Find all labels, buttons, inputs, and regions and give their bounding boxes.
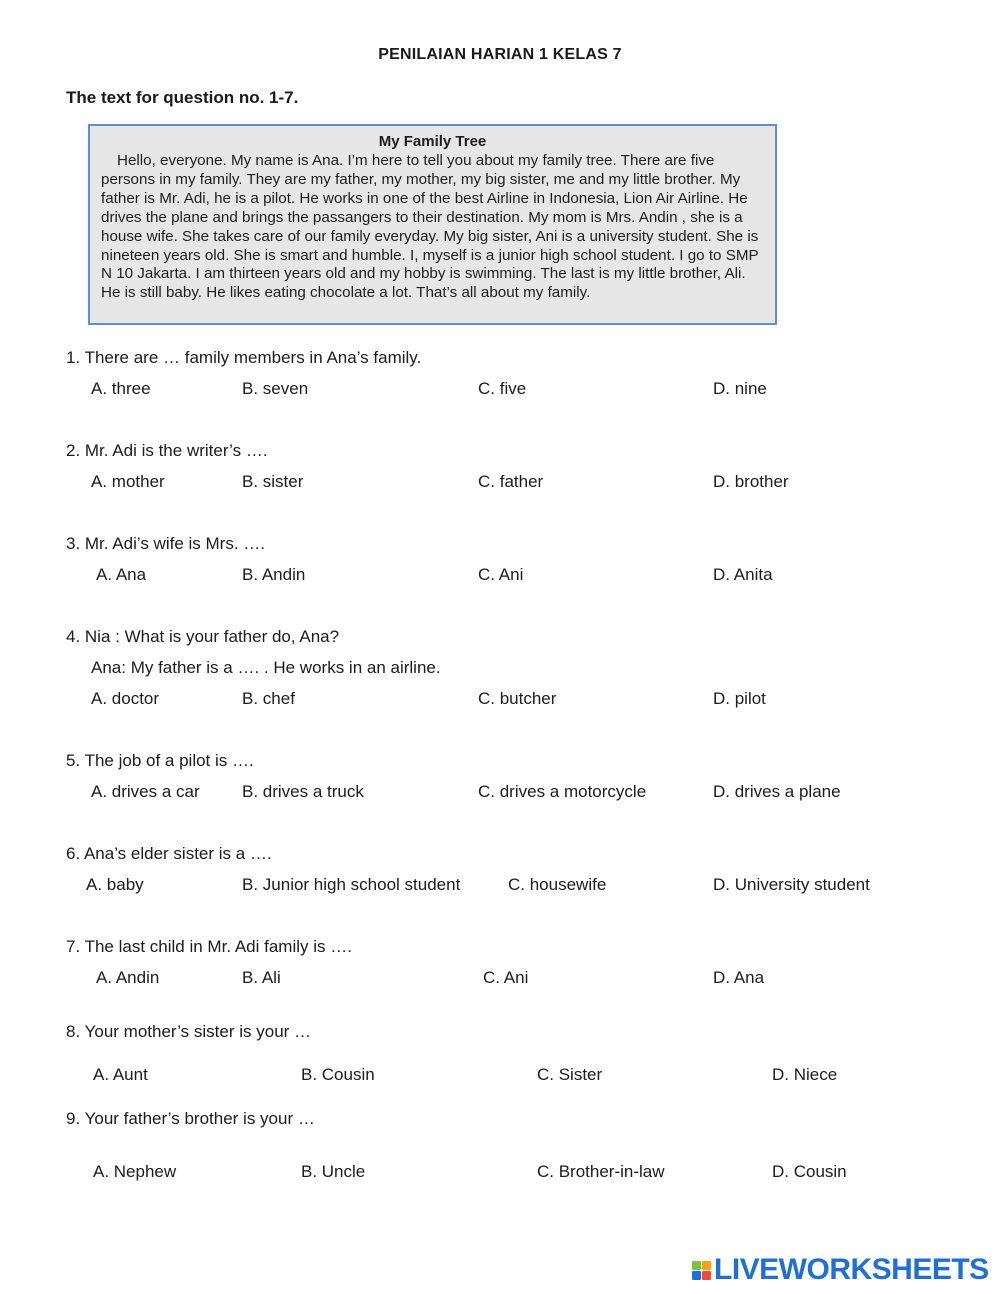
question-7-option-b[interactable]: B. Ali — [242, 968, 281, 987]
question-7-option-d[interactable]: D. Ana — [713, 968, 765, 987]
question-9-option-a[interactable]: A. Nephew — [93, 1162, 177, 1181]
question-3-option-b[interactable]: B. Andin — [242, 565, 306, 584]
liveworksheets-logo-icon — [692, 1261, 711, 1280]
question-6-option-d[interactable]: D. University student — [713, 875, 870, 894]
question-1-option-d[interactable]: D. nine — [713, 379, 767, 398]
question-4-line-2: Ana: My father is a …. . He works in an airline. — [91, 658, 441, 677]
reading-title: My Family Tree — [378, 133, 487, 150]
section-subtitle: The text for question no. 1-7. — [66, 88, 299, 107]
question-3-option-c[interactable]: C. Ani — [478, 565, 524, 584]
question-8-option-a[interactable]: A. Aunt — [93, 1065, 148, 1084]
question-2: 2. Mr. Adi is the writer’s …. — [66, 441, 268, 460]
question-6: 6. Ana’s elder sister is a …. — [66, 844, 272, 863]
question-8: 8. Your mother’s sister is your … — [66, 1022, 312, 1041]
page-title: PENILAIAN HARIAN 1 KELAS 7 — [378, 46, 622, 63]
question-3-option-a[interactable]: A. Ana — [96, 565, 147, 584]
reading-paragraph: Hello, everyone. My name is Ana. I’m here to tell you about my family tree. There are five persons in my family. They are my father, my mother, my big sister, me and my little brother. My father is Mr. Adi, he is a pilot. He works in one of the best Airline in Indonesia, Lion Air Airline. He drives the plane and brings the passangers to their destination. My mom is Mrs. Andin , she is a house wife. She takes care of our family everyday. My big sister, Ani is a university student. She is nineteen years old. She is smart and humble. I, myself is a junior high school student. I go to SMP N 10 Jakarta. I am thirteen years old and my hobby is swimming. The last is my little brother, Ali. He is still baby. He likes eating chocolate a lot. That’s all about my family. — [101, 152, 759, 302]
question-2-option-d[interactable]: D. brother — [713, 472, 789, 491]
question-3: 3. Mr. Adi’s wife is Mrs. …. — [66, 534, 266, 553]
question-9-option-c[interactable]: C. Brother-in-law — [537, 1162, 665, 1181]
question-1-option-c[interactable]: C. five — [478, 379, 527, 398]
question-9: 9. Your father’s brother is your … — [66, 1109, 315, 1128]
question-5-option-b[interactable]: B. drives a truck — [242, 782, 364, 801]
question-4-option-c[interactable]: C. butcher — [478, 689, 557, 708]
liveworksheets-logo — [692, 1253, 989, 1287]
question-1-option-a[interactable]: A. three — [91, 379, 151, 398]
question-2-option-a[interactable]: A. mother — [91, 472, 165, 491]
question-4-option-a[interactable]: A. doctor — [91, 689, 160, 708]
question-8-option-d[interactable]: D. Niece — [772, 1065, 838, 1084]
question-8-option-b[interactable]: B. Cousin — [301, 1065, 375, 1084]
question-6-option-a[interactable]: A. baby — [86, 875, 144, 894]
question-8-option-c[interactable]: C. Sister — [537, 1065, 603, 1084]
question-5-option-d[interactable]: D. drives a plane — [713, 782, 841, 801]
question-6-option-b[interactable]: B. Junior high school student — [242, 875, 461, 894]
reading-text-box — [88, 124, 777, 325]
question-4-option-d[interactable]: D. pilot — [713, 689, 766, 708]
question-2-option-c[interactable]: C. father — [478, 472, 544, 491]
question-7-option-a[interactable]: A. Andin — [96, 968, 160, 987]
liveworksheets-logo-text: LIVEWORKSHEETS — [714, 1253, 989, 1286]
question-7: 7. The last child in Mr. Adi family is …. — [66, 937, 352, 956]
question-2-option-b[interactable]: B. sister — [242, 472, 304, 491]
question-4: 4. Nia : What is your father do, Ana? — [66, 627, 340, 646]
question-1-option-b[interactable]: B. seven — [242, 379, 309, 398]
question-9-option-b[interactable]: B. Uncle — [301, 1162, 366, 1181]
question-6-option-c[interactable]: C. housewife — [508, 875, 607, 894]
question-5-option-a[interactable]: A. drives a car — [91, 782, 200, 801]
question-9-option-d[interactable]: D. Cousin — [772, 1162, 847, 1181]
question-5-option-c[interactable]: C. drives a motorcycle — [478, 782, 647, 801]
question-5: 5. The job of a pilot is …. — [66, 751, 254, 770]
question-4-option-b[interactable]: B. chef — [242, 689, 295, 708]
question-3-option-d[interactable]: D. Anita — [713, 565, 773, 584]
question-7-option-c[interactable]: C. Ani — [483, 968, 529, 987]
question-1: 1. There are … family members in Ana’s family. — [66, 348, 422, 367]
